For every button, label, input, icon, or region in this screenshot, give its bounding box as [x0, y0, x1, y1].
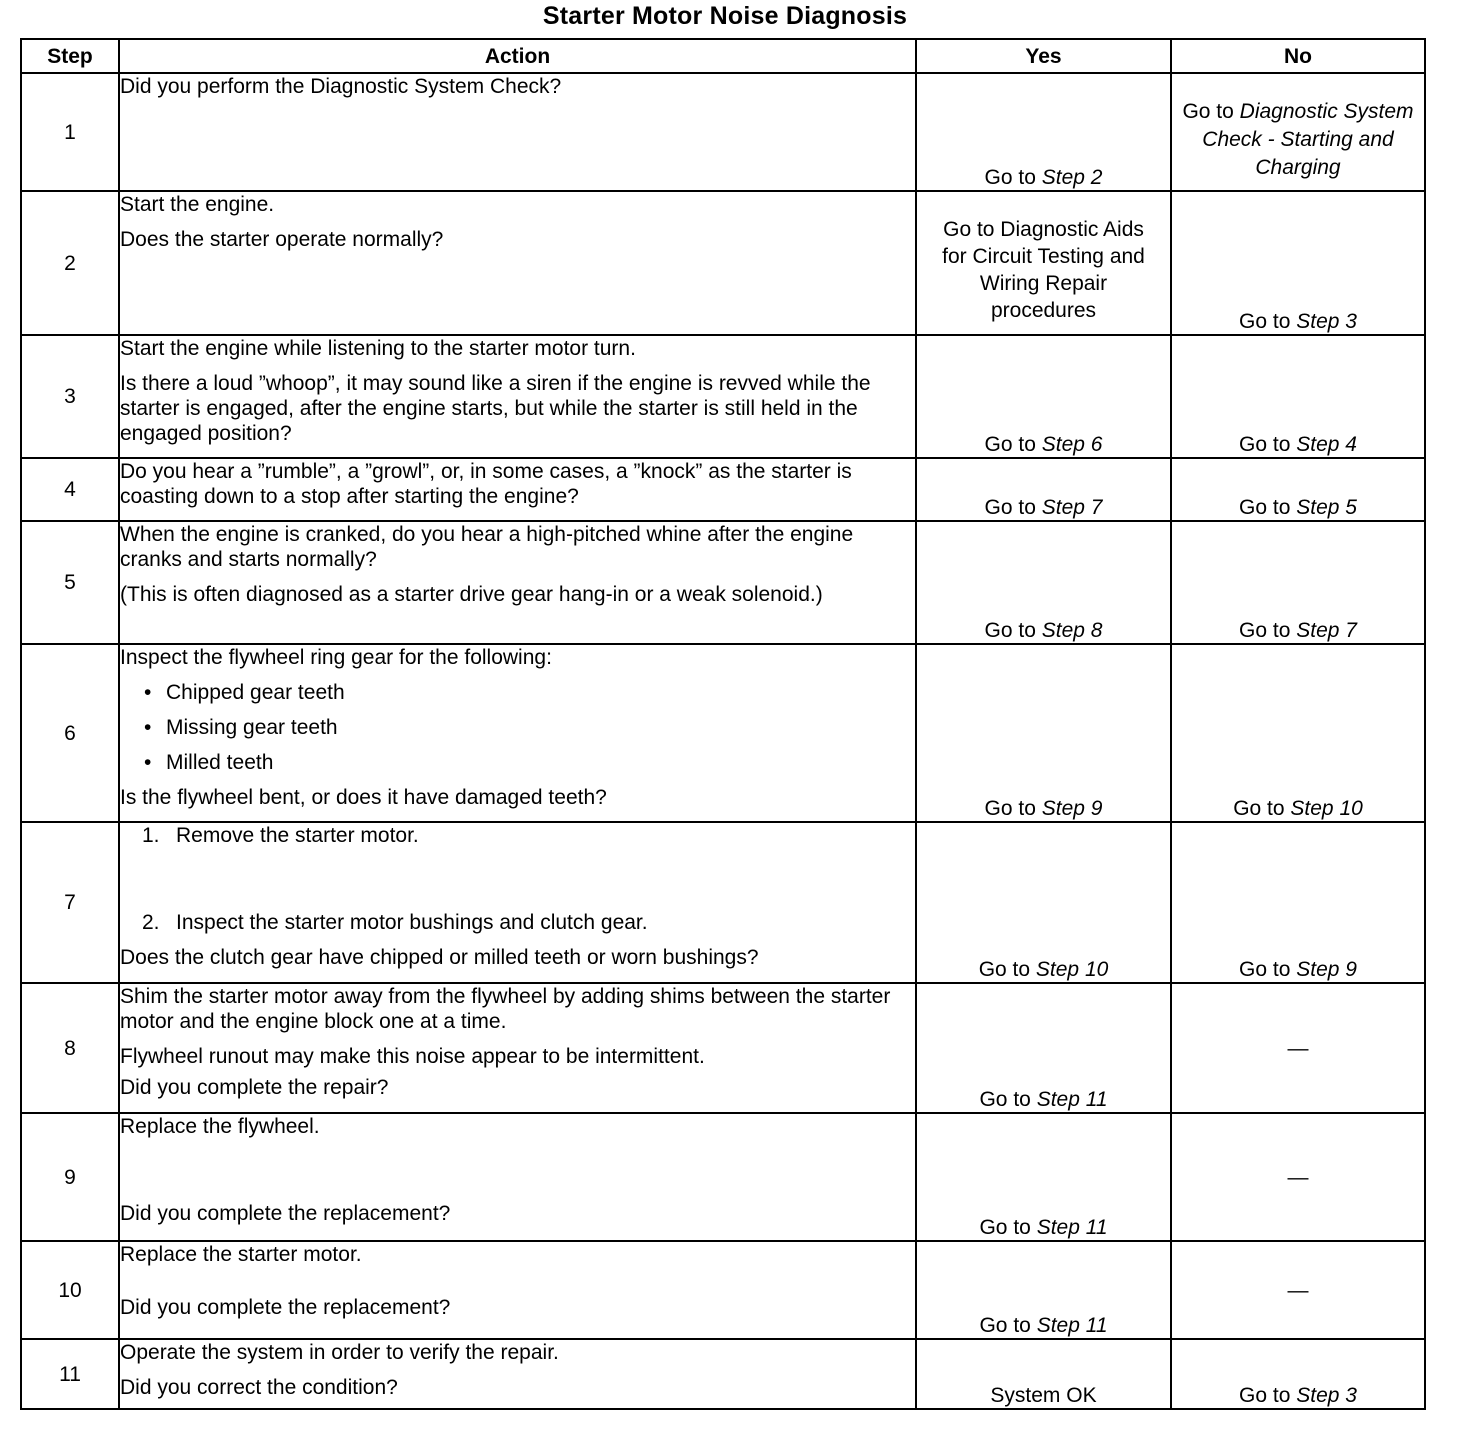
action-question: Does the starter operate normally?: [120, 228, 444, 251]
yes-cell: [916, 191, 1171, 335]
list-number: 1.: [142, 824, 160, 847]
step-number: 8: [21, 983, 119, 1113]
no-lead: Go to: [1239, 496, 1291, 519]
action-text: Replace the starter motor.: [120, 1243, 362, 1266]
yes-target: Step 8: [1041, 619, 1103, 642]
table-row: [21, 644, 1425, 822]
action-text: Inspect the flywheel ring gear for the following:: [120, 646, 552, 669]
yes-cell: [916, 1113, 1171, 1241]
header-row: [21, 39, 1425, 73]
action-question: Did you correct the condition?: [120, 1376, 398, 1399]
no-cell: [1171, 644, 1425, 822]
yes-lead: Go to: [979, 1088, 1031, 1111]
action-question: Did you complete the replacement?: [120, 1296, 451, 1319]
yes-cell: [916, 458, 1171, 521]
action-cell: [119, 335, 916, 458]
no-cell: [1171, 335, 1425, 458]
numbered-list: [120, 823, 915, 935]
yes-cell: [916, 73, 1171, 191]
step-number: 3: [21, 335, 119, 458]
page-title: Starter Motor Noise Diagnosis: [542, 2, 908, 30]
list-item: [142, 823, 915, 848]
no-lead: Go to: [1239, 1384, 1291, 1407]
no-lead: Go to: [1239, 619, 1291, 642]
step-number: 2: [21, 191, 119, 335]
list-item: • Missing gear teeth: [144, 715, 915, 740]
step-number: 1: [21, 73, 119, 191]
no-cell: [1171, 191, 1425, 335]
yes-target: Step 10: [1035, 958, 1109, 981]
yes-lead: Go to: [984, 496, 1036, 519]
yes-cell: [916, 335, 1171, 458]
table-row: [21, 822, 1425, 983]
action-cell: [119, 521, 916, 644]
list-item: [142, 910, 915, 935]
yes-lead: Go to: [978, 958, 1031, 981]
action-text: Operate the system in order to verify the repair.: [120, 1341, 559, 1364]
no-cell: [1171, 1339, 1425, 1409]
table-row: [21, 73, 1425, 191]
no-target: Step 3: [1296, 310, 1357, 333]
yes-lead: Go to: [984, 166, 1036, 189]
action-note: (This is often diagnosed as a starter drive gear hang-in or a weak solenoid.): [120, 583, 823, 606]
yes-lead: Go to: [984, 619, 1036, 642]
no-lead: Go to: [1239, 310, 1291, 333]
no-cell: [1171, 822, 1425, 983]
action-text: Do you hear a ”rumble”, a ”growl”, or, in some cases, a ”knock” as the starter is coasting down to a stop after starting the engine?: [120, 460, 852, 508]
action-text: Start the engine while listening to the starter motor turn.: [120, 337, 636, 360]
action-question: Is there a loud ”whoop”, it may sound like a siren if the engine is revved while the starter is engaged, after the engine starts, but while the starter is still held in the engaged position?: [120, 372, 871, 445]
header-action: Action: [119, 39, 916, 73]
header-step: Step: [21, 39, 119, 73]
table-row: [21, 191, 1425, 335]
action-cell: [119, 1339, 916, 1409]
step-number: 11: [21, 1339, 119, 1409]
action-text: Replace the flywheel.: [120, 1115, 320, 1138]
no-target: Step 4: [1296, 433, 1357, 456]
action-cell: [119, 191, 916, 335]
yes-target: Step 6: [1041, 433, 1103, 456]
yes-lead: Go to: [979, 1216, 1031, 1239]
list-text: Remove the starter motor.: [176, 824, 419, 847]
step-number: 4: [21, 458, 119, 521]
list-text: Inspect the starter motor bushings and clutch gear.: [176, 911, 648, 934]
no-cell: [1171, 983, 1425, 1113]
header-no: No: [1171, 39, 1425, 73]
yes-target: Step 11: [1036, 1088, 1108, 1111]
yes-cell: [916, 521, 1171, 644]
step-number: 6: [21, 644, 119, 822]
no-target: Step 10: [1290, 797, 1363, 820]
action-note: Flywheel runout may make this noise appear to be intermittent.: [120, 1045, 705, 1068]
action-cell: [119, 644, 916, 822]
yes-target: Step 7: [1041, 496, 1103, 519]
no-target: Step 7: [1296, 619, 1357, 642]
step-number: 5: [21, 521, 119, 644]
yes-lead: Go to: [979, 1314, 1031, 1337]
action-cell: [119, 1241, 916, 1339]
action-question: Did you complete the repair?: [120, 1076, 389, 1099]
step-number: 9: [21, 1113, 119, 1241]
action-text: Start the engine.: [120, 193, 275, 216]
action-text: Did you perform the Diagnostic System Check?: [120, 75, 562, 98]
no-lead: Go to: [1233, 797, 1285, 820]
step-number: 10: [21, 1241, 119, 1339]
no-cell: [1171, 458, 1425, 521]
action-cell: [119, 1113, 916, 1241]
no-cell: [1171, 73, 1425, 191]
yes-cell: [916, 644, 1171, 822]
yes-text: System OK: [990, 1384, 1097, 1407]
no-target: Step 3: [1296, 1384, 1357, 1407]
no-target: Diagnostic System Check - Starting and Charging: [1202, 100, 1414, 179]
no-dash: —: [1287, 1036, 1309, 1060]
diagnosis-table: [20, 38, 1426, 1410]
step-number: 7: [21, 822, 119, 983]
no-lead: Go to: [1239, 958, 1291, 981]
action-cell: [119, 458, 916, 521]
no-lead: Go to: [1239, 433, 1291, 456]
no-lead: Go to: [1182, 100, 1234, 123]
yes-lead: Go to: [984, 433, 1036, 456]
action-question: Does the clutch gear have chipped or milled teeth or worn bushings?: [120, 946, 759, 969]
yes-text: Go to Diagnostic Aids for Circuit Testing and Wiring Repair procedures: [942, 218, 1145, 322]
table-row: [21, 458, 1425, 521]
yes-cell: [916, 1339, 1171, 1409]
action-cell: [119, 73, 916, 191]
yes-lead: Go to: [984, 797, 1036, 820]
action-text: Shim the starter motor away from the flywheel by adding shims between the starter motor and the engine block one at a time.: [120, 985, 891, 1033]
action-cell: [119, 983, 916, 1113]
table-row: [21, 335, 1425, 458]
yes-cell: [916, 1241, 1171, 1339]
no-target: Step 5: [1296, 496, 1357, 519]
action-question: Did you complete the replacement?: [120, 1202, 451, 1225]
no-dash: —: [1287, 1165, 1309, 1189]
action-question: Is the flywheel bent, or does it have damaged teeth?: [120, 786, 607, 809]
yes-target: Step 11: [1036, 1216, 1108, 1239]
no-cell: [1171, 521, 1425, 644]
yes-cell: [916, 983, 1171, 1113]
yes-target: Step 2: [1041, 166, 1103, 189]
table-row: [21, 1339, 1425, 1409]
yes-cell: [916, 822, 1171, 983]
action-cell: [119, 822, 916, 983]
no-target: Step 9: [1296, 958, 1357, 981]
no-cell: [1171, 1241, 1425, 1339]
no-dash: —: [1287, 1278, 1309, 1302]
yes-target: Step 9: [1041, 797, 1103, 820]
no-cell: [1171, 1113, 1425, 1241]
list-number: 2.: [142, 911, 160, 934]
list-item: • Milled teeth: [144, 750, 915, 775]
table-row: [21, 1241, 1425, 1339]
yes-target: Step 11: [1036, 1314, 1108, 1337]
table-row: [21, 1113, 1425, 1241]
table-row: [21, 521, 1425, 644]
action-text: When the engine is cranked, do you hear a high-pitched whine after the engine cranks and starts normally?: [120, 523, 854, 571]
list-item: • Chipped gear teeth: [144, 680, 915, 705]
table-row: [21, 983, 1425, 1113]
bullet-list: [120, 680, 915, 775]
header-yes: Yes: [916, 39, 1171, 73]
